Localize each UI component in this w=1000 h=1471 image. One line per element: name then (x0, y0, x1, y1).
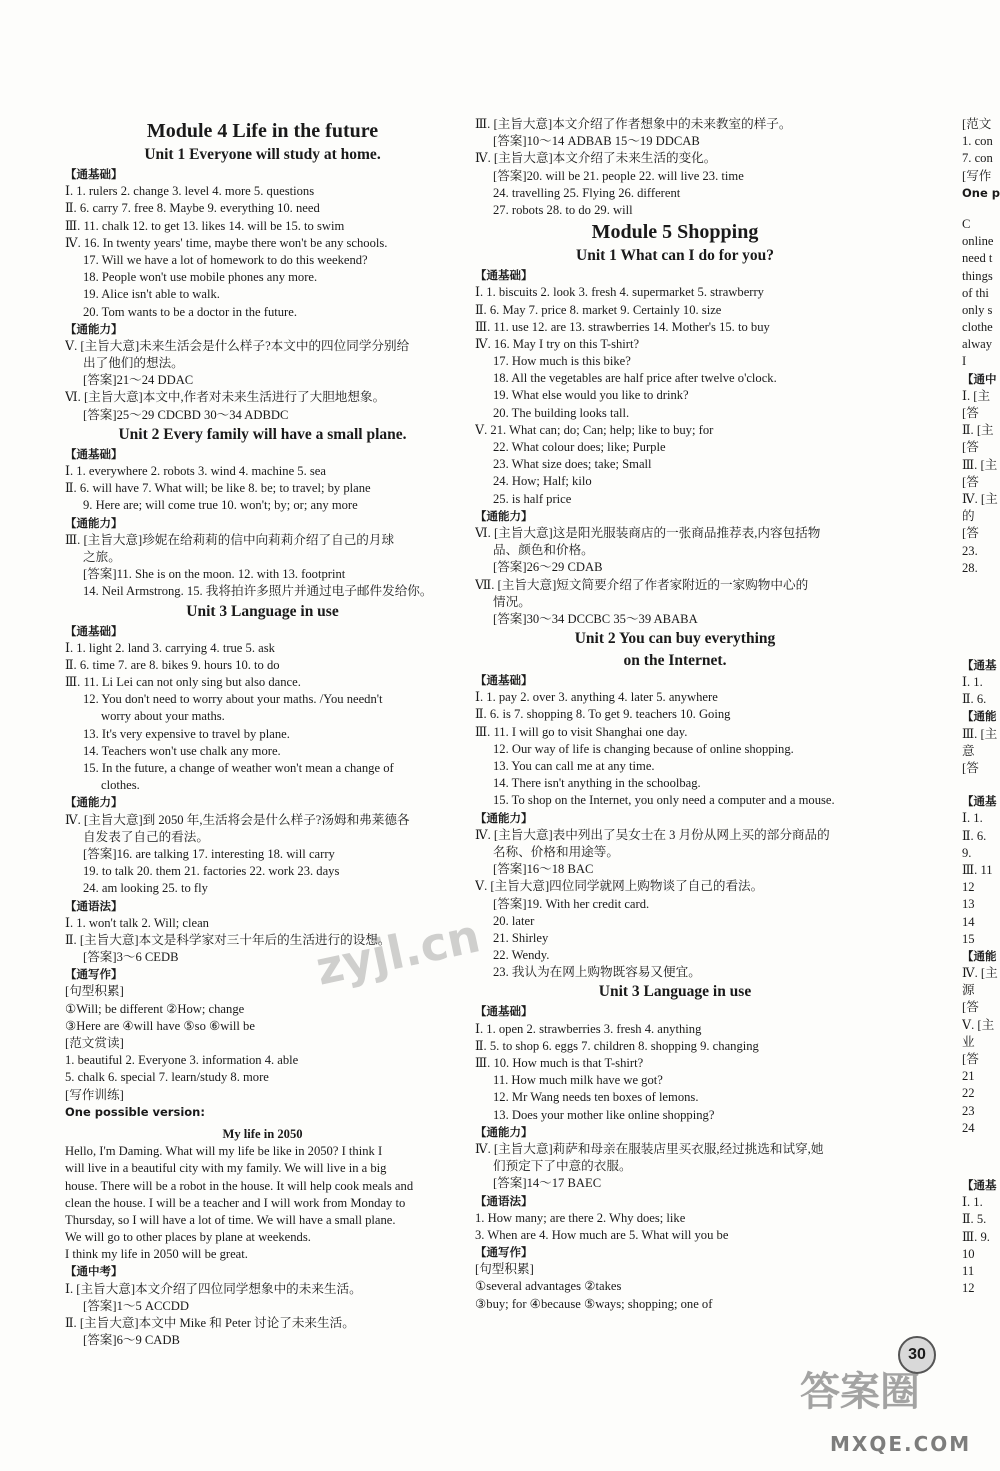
section-label: 【通中 (962, 371, 997, 386)
answer-line: ①several advantages ②takes (475, 1279, 622, 1294)
unit-heading: Unit 2 Every family will have a small plane. (118, 425, 407, 443)
answer-line: [写作 (962, 168, 992, 183)
answer-line: Ⅲ. 11. I will go to visit Shanghai one day. (475, 724, 688, 739)
answer-line: 7. con (962, 151, 993, 166)
section-label: 【通写作】 (65, 967, 123, 982)
answer-line: [答案]19. With her credit card. (493, 896, 650, 911)
spacer (962, 0, 1000, 116)
answer-line: Ⅳ. [主 (962, 966, 998, 981)
answer-line: Ⅴ. [主旨大意]四位同学就网上购物谈了自己的看法。 (475, 879, 764, 894)
answer-line: 23. (962, 543, 978, 558)
answer-line: 名称、价格和用途等。 (493, 844, 619, 859)
answer-line: Ⅲ. 10. How much is that T-shirt? (475, 1056, 644, 1070)
module-heading: Module 5 Shopping (591, 221, 759, 244)
unit-heading: Unit 1 What can I do for you? (576, 247, 774, 265)
answer-line: 22. Wendy. (493, 948, 550, 963)
answer-line: [答案]6～9 CADB (83, 1333, 180, 1348)
answer-line: [答 (962, 406, 979, 420)
answer-line: Ⅲ. 11 (962, 862, 993, 877)
answer-line: 意 (962, 743, 975, 758)
section-label: 【通能力】 (65, 515, 123, 530)
section-label: 【通基础】 (65, 167, 123, 181)
answer-line: Ⅳ. [主 (962, 491, 998, 506)
answer-line: Ⅱ. [主旨大意]本文是科学家对三十年后的生活进行的设想。 (65, 932, 391, 947)
answer-line: [答案]16～18 BAC (493, 862, 594, 877)
answer-line: [句型积累] (65, 984, 124, 999)
answer-line: 13 (962, 897, 975, 912)
answer-line: [答案]14～17 BAEC (493, 1176, 602, 1191)
spacer (962, 202, 1000, 216)
answer-line: 15 (962, 931, 975, 946)
answer-line: 24. am looking 25. to fly (83, 881, 208, 896)
answer-line: Ⅱ. 5. to shop 6. eggs 7. children 8. shopping 9. changing (475, 1038, 759, 1053)
answer-line: Ⅲ. [主 (962, 726, 998, 741)
answer-line: Ⅲ. [主旨大意]珍妮在给莉莉的信中向莉莉介绍了自己的月球 (65, 532, 395, 547)
watermark-url: MXQE.COM (830, 1432, 972, 1456)
answer-line: Ⅱ. 6. carry 7. free 8. Maybe 9. everything 10. need (65, 201, 320, 216)
answer-line: online (962, 234, 994, 249)
answer-line: alway (962, 337, 993, 352)
section-label: One possible version: (65, 1104, 205, 1119)
answer-line: Ⅲ. 11. Li Lei can not only sing but also dance. (65, 675, 301, 690)
answer-line: 1. beautiful 2. Everyone 3. information 4. able (65, 1053, 299, 1068)
answer-line: Ⅲ. [主旨大意]本文介绍了作者想象中的未来教室的样子。 (475, 117, 792, 131)
watermark-center: zyjl.cn (311, 908, 485, 996)
answer-line: ③buy; for ④because ⑤ways; shopping; one of (475, 1296, 713, 1311)
answer-line: 13. You can call me at any time. (493, 759, 655, 773)
section-label: 【通能力】 (65, 321, 123, 336)
answer-line: [答 (962, 474, 979, 489)
page-number-badge: 30 (898, 1336, 936, 1374)
answer-line: 28. (962, 560, 978, 575)
answer-line: 的 (962, 509, 975, 524)
essay-line: house. There will be a robot in the house. It will help cook meals and (65, 1178, 414, 1193)
answer-line: Ⅰ. [主旨大意]本文介绍了四位同学想象中的未来生活。 (65, 1281, 362, 1296)
section-label: 【通能力】 (475, 810, 533, 825)
section-label: 【通能力】 (475, 1124, 533, 1139)
answer-line: [句型积累] (475, 1262, 534, 1277)
answer-line: [答 (962, 440, 979, 455)
section-label: 【通基础】 (65, 446, 123, 461)
answer-line: 25. is half price (493, 491, 572, 506)
answer-line: 24. How; Half; kilo (493, 474, 592, 489)
answer-line: clothe (962, 320, 993, 335)
section-label: 【通语法】 (475, 1193, 533, 1208)
answer-line: 23 (962, 1103, 975, 1118)
answer-line: 17. How much is this bike? (493, 354, 631, 369)
answer-line: Ⅲ. 9. (962, 1229, 990, 1244)
answer-line: Ⅳ. [主旨大意]本文介绍了未来生活的变化。 (475, 151, 717, 166)
answer-line: 18. People won't use mobile phones any more. (83, 270, 318, 285)
section-label: One p (962, 185, 1000, 200)
unit-heading: on the Internet. (623, 652, 727, 670)
answer-line: 品、颜色和价格。 (493, 543, 594, 558)
answer-line: 3. When are 4. How much are 5. What will you be (475, 1227, 729, 1242)
answer-line: 10 (962, 1246, 975, 1261)
answer-line: Ⅱ. 6. time 7. are 8. bikes 9. hours 10. to do (65, 657, 280, 672)
unit-heading: Unit 2 You can buy everything (574, 630, 776, 648)
answer-line: Ⅵ. [主旨大意]这是阳光服装商店的一张商品推荐表,内容包括物 (475, 525, 821, 540)
answer-line: 22. What colour does; like; Purple (493, 440, 666, 454)
unit-heading: Unit 3 Language in use (598, 983, 752, 1001)
answer-line: 9. Here are; will come true 10. won't; by; or; any more (83, 498, 358, 513)
answer-line: 20. The building looks tall. (493, 405, 630, 420)
answer-line: [答案]25～29 CDCBD 30～34 ADBDC (83, 407, 289, 422)
right-column-partial (962, 0, 1000, 1297)
answer-line: Ⅱ. 5. (962, 1212, 987, 1227)
answer-line: 19. What else would you like to drink? (493, 388, 689, 403)
essay-line: Hello, I'm Daming. What will my life be like in 2050? I think I (65, 1144, 383, 1159)
answer-line: [答案]3～6 CEDB (83, 950, 179, 965)
answer-line: worry about your maths. (101, 709, 225, 724)
answer-line: 12 (962, 1281, 975, 1296)
answer-line: things (962, 268, 993, 283)
answer-line: [答案]21～24 DDAC (83, 373, 194, 388)
answer-line: Ⅳ. [主旨大意]表中列出了吴女士在 3 月份从网上买的部分商品的 (475, 827, 830, 842)
answer-line: Ⅰ. 1. biscuits 2. look 3. fresh 4. supermarket 5. strawberry (475, 285, 764, 300)
answer-line: Ⅴ. [主 (962, 1017, 995, 1032)
answer-line: 业 (962, 1034, 975, 1049)
answer-line: 12 (962, 880, 975, 895)
spacer (962, 777, 1000, 793)
answer-line: 14. Neil Armstrong. 15. 我将拍许多照片并通过电子邮件发给你。 (83, 584, 433, 599)
answer-line: 24. travelling 25. Flying 26. different (493, 185, 681, 200)
answer-line: [答案]20. will be 21. people 22. will live 23. time (493, 168, 744, 183)
answer-line: Ⅰ. 1. rulers 2. change 3. level 4. more 5. questions (65, 184, 315, 199)
answer-line: 19. Alice isn't able to walk. (83, 287, 220, 302)
answer-line: 12. Our way of life is changing because of online shopping. (493, 741, 794, 756)
section-label: 【通基 (962, 1177, 997, 1192)
answer-line: 出了他们的想法。 (83, 356, 184, 371)
essay-line: clean the house. I will be a teacher and I will work from Monday to (65, 1195, 406, 1210)
answer-line: 20. Tom wants to be a doctor in the future. (83, 304, 297, 319)
answer-line: Ⅴ. [主旨大意]未来生活会是什么样子?本文中的四位同学分别给 (65, 338, 410, 353)
answer-line: Ⅲ. 11. chalk 12. to get 13. likes 14. will be 15. to swim (65, 218, 345, 233)
answer-line: 15. To shop on the Internet, you only need a computer and a mouse. (493, 793, 835, 808)
answer-line: [答案]10～14 ADBAB 15～19 DDCAB (493, 134, 700, 149)
answer-line: 21 (962, 1069, 975, 1084)
unit-heading: Unit 3 Language in use (186, 602, 339, 620)
section-label: 【通能力】 (475, 508, 533, 523)
answer-line: Ⅱ. [主旨大意]本文中 Mike 和 Peter 讨论了未来生活。 (65, 1316, 355, 1330)
answer-line: Ⅱ. 6. is 7. shopping 8. To get 9. teachers 10. Going (475, 707, 731, 722)
answer-line: Ⅰ. 1. everywhere 2. robots 3. wind 4. machine 5. sea (65, 464, 326, 478)
answer-line: Ⅳ. [主旨大意]到 2050 年,生活将会是什么样子?汤姆和弗莱德各 (65, 812, 410, 827)
answer-line: Ⅰ. 1. open 2. strawberries 3. fresh 4. anything (475, 1021, 702, 1036)
answer-line: Ⅵ. [主旨大意]本文中,作者对未来生活进行了大胆地想象。 (65, 390, 386, 405)
answer-line: [答 (962, 1052, 979, 1066)
answer-line: 源 (962, 983, 975, 998)
answer-line: Ⅴ. 21. What can; do; Can; help; like to buy; for (475, 422, 714, 437)
answer-line: [答 (962, 1000, 979, 1015)
section-label: 【通基 (962, 794, 997, 809)
answer-line: 1. How many; are there 2. Why does; like (475, 1210, 686, 1225)
answer-line: 13. It's very expensive to travel by plane. (83, 726, 290, 741)
answer-line: 23. 我认为在网上购物既容易又便宜。 (493, 965, 701, 980)
answer-line: I (962, 354, 967, 369)
answer-line: 18. All the vegetables are half price after twelve o'clock. (493, 371, 777, 386)
answer-line: 12. Mr Wang needs ten boxes of lemons. (493, 1090, 699, 1105)
section-label: 【通基础】 (475, 1004, 533, 1019)
answer-line: Ⅱ. [主 (962, 423, 994, 438)
spacer (962, 577, 1000, 657)
answer-line: [答案]30～34 DCCBC 35～39 ABABA (493, 611, 698, 626)
answer-line: ③Here are ④will have ⑤so ⑥will be (65, 1018, 255, 1033)
answer-line: Ⅰ. 1. (962, 811, 983, 826)
answer-line: [答案]16. are talking 17. interesting 18. will carry (83, 846, 335, 861)
answer-line: 之旅。 (83, 549, 121, 564)
answer-line: 23. What size does; take; Small (493, 457, 652, 472)
answer-line: Ⅱ. 6. May 7. price 8. market 9. Certainly 10. size (475, 302, 722, 317)
answer-line: Ⅰ. 1. pay 2. over 3. anything 4. later 5. anywhere (475, 690, 718, 705)
section-label: 【通基础】 (65, 623, 123, 638)
answer-line: Ⅱ. 6. will have 7. What will; be like 8. be; to travel; by plane (65, 481, 371, 496)
section-label: 【通基 (962, 657, 997, 672)
section-label: 【通写作】 (475, 1245, 533, 1260)
answer-line: 19. to talk 20. them 21. factories 22. work 23. days (83, 864, 340, 879)
answer-line: C (962, 216, 971, 231)
answer-line: [答 (962, 761, 979, 775)
answer-line: Ⅳ. [主旨大意]莉萨和母亲在服装店里买衣服,经过挑选和试穿,她 (475, 1141, 824, 1156)
answer-line: 11. How much milk have we got? (493, 1073, 663, 1088)
essay-title: My life in 2050 (222, 1126, 303, 1141)
answer-line: 14 (962, 914, 975, 929)
middle-column (475, 0, 875, 1313)
answer-line: [写作训练] (65, 1087, 124, 1102)
answer-line: [范文赏读] (65, 1036, 124, 1050)
spacer (65, 0, 460, 118)
answer-line: [答 (962, 526, 979, 541)
answer-line: of thi (962, 285, 989, 300)
answer-line: clothes. (101, 778, 140, 793)
answer-line: 9. (962, 845, 972, 860)
answer-line: 17. Will we have a lot of homework to do this weekend? (83, 252, 368, 267)
answer-line: 21. Shirley (493, 930, 549, 945)
answer-line: Ⅲ. 11. use 12. are 13. strawberries 14. Mother's 15. to buy (475, 319, 770, 334)
answer-line: 14. There isn't anything in the schoolbag. (493, 776, 701, 791)
essay-line: We will go to other places by plane at weekends. (65, 1230, 311, 1245)
answer-line: 13. Does your mother like online shopping? (493, 1107, 715, 1122)
answer-line: 12. You don't need to worry about your maths. /You needn't (83, 692, 383, 707)
answer-line: 11 (962, 1263, 975, 1278)
unit-heading: Unit 1 Everyone will study at home. (144, 146, 381, 163)
answer-line: only s (962, 302, 993, 317)
answer-line: Ⅰ. 1. won't talk 2. Will; clean (65, 915, 209, 930)
module-heading: Module 4 Life in the future (146, 120, 379, 142)
spacer (962, 1137, 1000, 1177)
answer-line: [范文 (962, 117, 992, 131)
section-label: 【通基础】 (475, 673, 533, 688)
answer-line: 22 (962, 1086, 975, 1101)
answer-line: 情况。 (493, 594, 531, 609)
answer-line: 15. In the future, a change of weather won't mean a change of (83, 761, 394, 775)
answer-line: 20. later (493, 913, 535, 928)
answer-line: Ⅱ. 6. (962, 692, 987, 707)
answer-line: 24 (962, 1120, 975, 1135)
watermark-logo: 答案圈 (800, 1369, 920, 1415)
answer-line: 1. con (962, 134, 993, 149)
section-label: 【通能力】 (65, 795, 123, 810)
section-label: 【通语法】 (65, 898, 123, 913)
section-label: 【通能 (962, 948, 997, 963)
answer-line: [答案]26～29 CDAB (493, 560, 603, 575)
answer-line: Ⅰ. 1. (962, 1195, 983, 1210)
essay-line: Thursday, so I will have a lot of time. We will have a small plane. (65, 1212, 396, 1227)
answer-line: Ⅳ. 16. In twenty years' time, maybe there won't be any schools. (65, 235, 388, 250)
answer-line: ①Will; be different ②How; change (65, 1001, 245, 1016)
spacer (475, 0, 875, 116)
answer-line: Ⅰ. 1. (962, 675, 983, 690)
answer-line: 27. robots 28. to do 29. will (493, 202, 633, 217)
essay-line: will live in a beautiful city with my family. We will live in a big (65, 1161, 387, 1176)
answer-line: 14. Teachers won't use chalk any more. (83, 743, 281, 758)
section-label: 【通能 (962, 709, 997, 724)
answer-line: 5. chalk 6. special 7. learn/study 8. more (65, 1070, 269, 1085)
answer-line: 自发表了自己的看法。 (83, 829, 209, 844)
answer-line: Ⅶ. [主旨大意]短文简要介绍了作者家附近的一家购物中心的 (475, 577, 809, 592)
answer-line: 们预定下了中意的衣服。 (493, 1159, 632, 1174)
answer-line: Ⅰ. 1. light 2. land 3. carrying 4. true 5. ask (65, 640, 275, 655)
answer-line: Ⅰ. [主 (962, 388, 991, 403)
answer-line: Ⅱ. 6. (962, 828, 987, 843)
answer-line: [答案]1～5 ACCDD (83, 1298, 189, 1313)
section-label: 【通基础】 (475, 268, 533, 283)
answer-line: [答案]11. She is on the moon. 12. with 13. footprint (83, 567, 346, 582)
essay-line: I think my life in 2050 will be great. (65, 1247, 248, 1262)
section-label: 【通中考】 (65, 1264, 123, 1279)
answer-line: Ⅳ. 16. May I try on this T-shirt? (475, 336, 640, 351)
answer-line: Ⅲ. [主 (962, 457, 998, 472)
left-column (65, 0, 460, 1349)
answer-line: need t (962, 251, 993, 266)
